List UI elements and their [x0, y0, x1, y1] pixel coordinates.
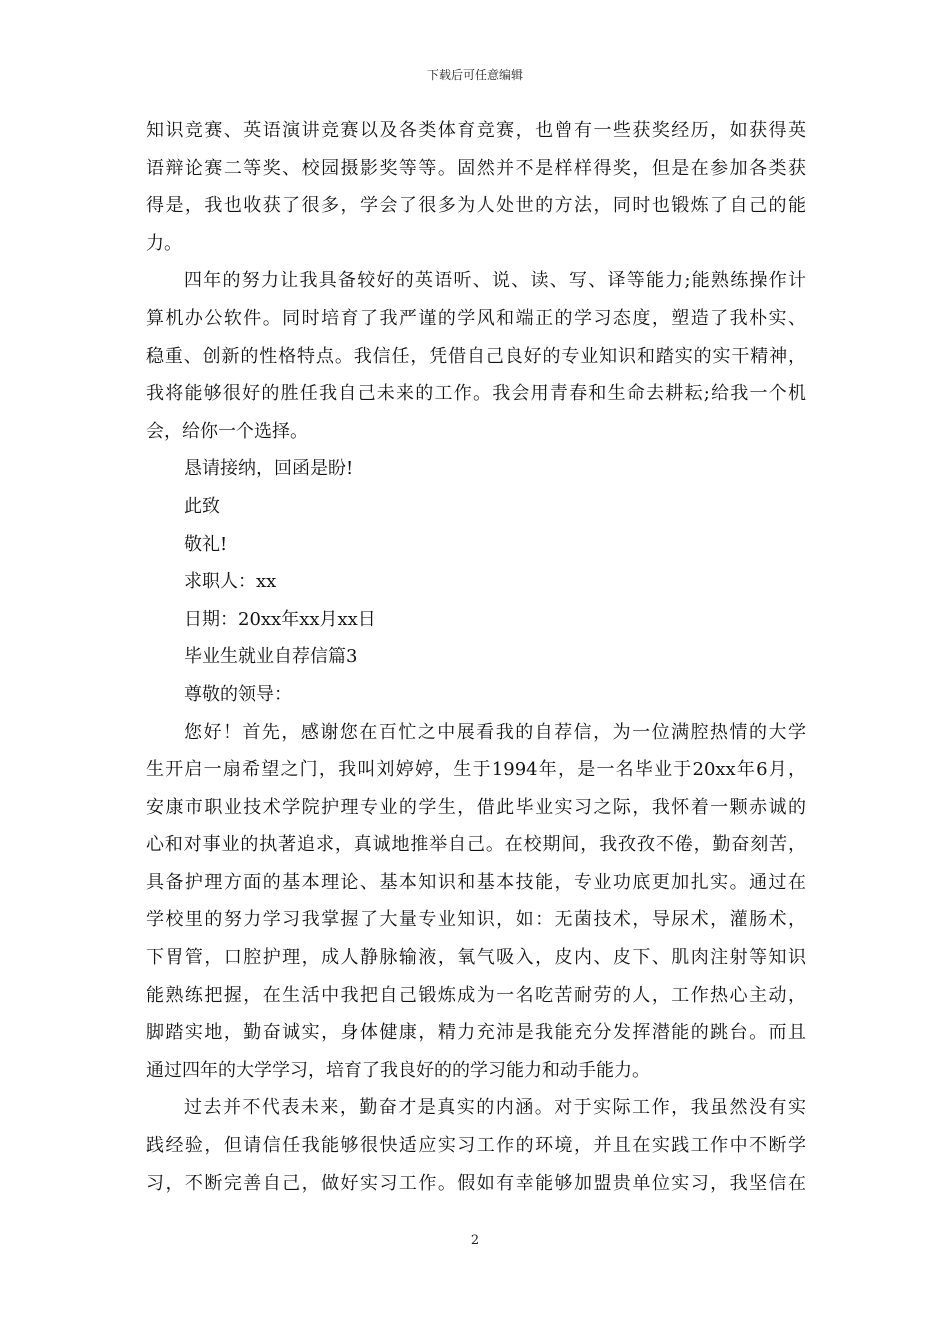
page-header: 下载后可任意编辑	[426, 68, 523, 82]
text-line: 生开启一扇希望之门，我叫刘婷婷，生于1994年，是一名毕业于20xx年6月，	[146, 759, 806, 781]
text-line: 习，不断完善自己，做好实习工作。假如有幸能够加盟贵单位实习，我坚信在	[146, 1172, 806, 1194]
text-line: 心和对事业的执著追求，真诚地推举自己。在校期间，我孜孜不倦，勤奋刻苦，	[146, 834, 806, 856]
document-body	[146, 112, 806, 1202]
text-line: 下胃管，口腔护理，成人静脉输液，氧气吸入，皮内、皮下、肌肉注射等知识	[146, 947, 806, 969]
text-line: 我将能够很好的胜任我自己未来的工作。我会用青春和生命去耕耘;给我一个机	[146, 383, 806, 405]
text-line: 学校里的努力学习我掌握了大量专业知识，如：无菌技术，导尿术，灌肠术，	[146, 909, 806, 931]
text-line: 稳重、创新的性格特点。我信任，凭借自己良好的专业知识和踏实的实干精神，	[146, 345, 806, 367]
closing-regards: 敬礼!	[184, 533, 228, 555]
closing-salutation: 此致	[184, 495, 220, 517]
text-line: 得是，我也收获了很多，学会了很多为人处世的方法，同时也锻炼了自己的能	[146, 195, 806, 217]
text-line: 过去并不代表未来，勤奋才是真实的内涵。对于实际工作，我虽然没有实	[184, 1097, 806, 1119]
text-line: 具备护理方面的基本理论、基本知识和基本技能，专业功底更加扎实。通过在	[146, 871, 806, 893]
text-line: 脚踏实地，勤奋诚实，身体健康，精力充沛是我能充分发挥潜能的跳台。而且	[146, 1022, 806, 1044]
text-line: 算机办公软件。同时培育了我严谨的学风和端正的学习态度，塑造了我朴实、	[146, 307, 806, 329]
page-number: 2	[470, 1233, 480, 1248]
text-line: 恳请接纳，回函是盼!	[184, 458, 354, 480]
text-line: 能熟练把握，在生活中我把自己锻炼成为一名吃苦耐劳的人，工作热心主动，	[146, 984, 806, 1006]
text-line: 通过四年的大学学习，培育了我良好的的学习能力和动手能力。	[146, 1059, 650, 1081]
text-line: 力。	[146, 232, 182, 254]
greeting-line: 尊敬的领导：	[184, 683, 292, 705]
section-title: 毕业生就业自荐信篇3	[184, 646, 358, 668]
text-line: 会，给你一个选择。	[146, 420, 308, 442]
text-line: 知识竞赛、英语演讲竞赛以及各类体育竞赛，也曾有一些获奖经历，如获得英	[146, 120, 806, 141]
text-line: 您好！首先，感谢您在百忙之中展看我的自荐信，为一位满腔热情的大学	[184, 721, 806, 743]
text-line: 安康市职业技术学院护理专业的学生，借此毕业实习之际，我怀着一颗赤诚的	[146, 796, 806, 818]
date-line: 日期：20xx年xx月xx日	[184, 608, 376, 630]
applicant-line: 求职人：xx	[184, 571, 277, 593]
text-line: 语辩论赛二等奖、校园摄影奖等等。固然并不是样样得奖，但是在参加各类获	[146, 157, 806, 179]
text-line: 四年的努力让我具备较好的英语听、说、读、写、译等能力;能熟练操作计	[184, 270, 806, 292]
text-line: 践经验，但请信任我能够很快适应实习工作的环境，并且在实践工作中不断学	[146, 1135, 806, 1157]
